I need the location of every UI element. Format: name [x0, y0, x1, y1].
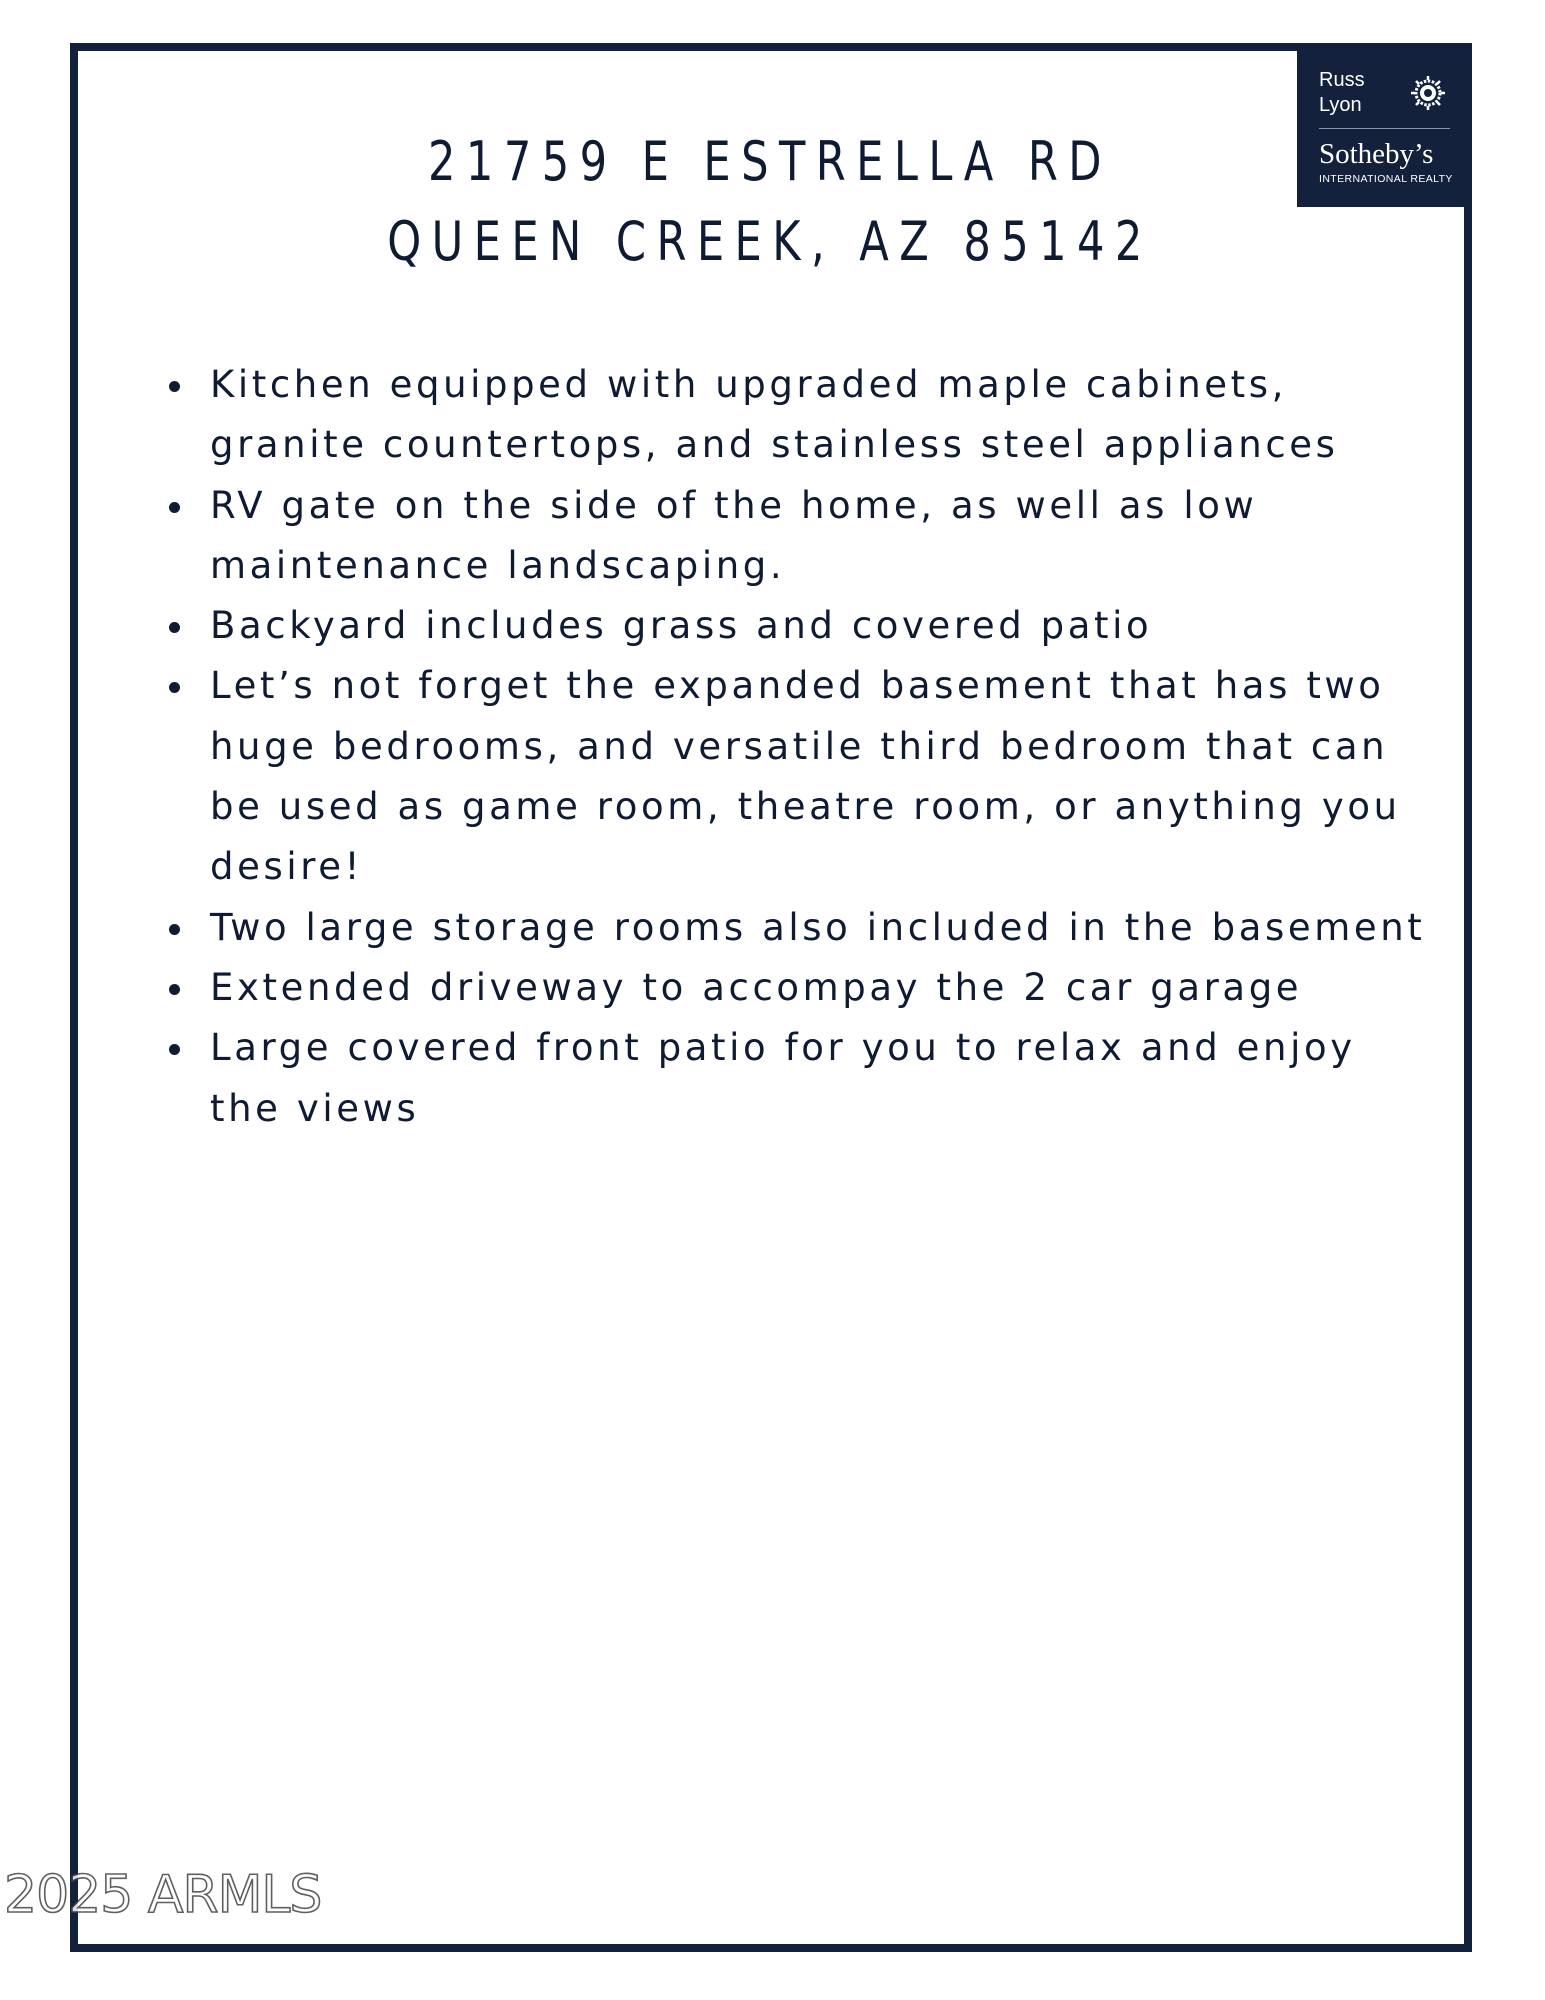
- feature-item: [210, 596, 1440, 656]
- bullet-icon: [169, 622, 180, 633]
- feature-text: Kitchen equipped with upgraded maple cabinets, granite countertops, and stainless steel appliances: [210, 363, 1339, 467]
- feature-text: RV gate on the side of the home, as well as low maintenance landscaping.: [210, 483, 1258, 587]
- feature-item: [210, 1018, 1440, 1139]
- feature-text: Two large storage rooms also included in the basement: [210, 905, 1426, 949]
- feature-list: [160, 355, 1440, 1139]
- copyright-watermark: 2025 ARMLS: [4, 1865, 322, 1925]
- bullet-icon: [169, 502, 180, 513]
- bullet-icon: [169, 984, 180, 995]
- feature-item: [210, 355, 1440, 476]
- feature-text: Let’s not forget the expanded basement that has two huge bedrooms, and versatile third bedroom that can be used as game room, theatre room, or anything you desire!: [210, 664, 1401, 889]
- feature-item: [210, 656, 1440, 897]
- feature-text: Backyard includes grass and covered patio: [210, 604, 1153, 648]
- logo-name-line2: Lyon: [1319, 94, 1362, 116]
- logo-name: [1319, 68, 1365, 118]
- address-city: QUEEN CREEK, AZ 85142: [387, 210, 1153, 273]
- feature-item: [210, 898, 1440, 958]
- feature-text: Large covered front patio for you to relax and enjoy the views: [210, 1026, 1356, 1130]
- feature-text: Extended driveway to accompay the 2 car garage: [210, 965, 1303, 1009]
- bullet-icon: [169, 682, 180, 693]
- sothebys-emblem-icon: [1408, 73, 1448, 113]
- bullet-icon: [169, 1044, 180, 1055]
- bullet-icon: [169, 381, 180, 392]
- address-street: 21759 E ESTRELLA RD: [428, 130, 1112, 193]
- bullet-icon: [169, 924, 180, 935]
- logo-header: [1319, 68, 1450, 129]
- property-address: [274, 122, 1266, 282]
- logo-brand: Sotheby’s: [1319, 138, 1434, 170]
- feature-item: [210, 476, 1440, 597]
- brand-logo: [1297, 48, 1472, 207]
- logo-subtitle: INTERNATIONAL REALTY: [1319, 173, 1453, 185]
- logo-name-line1: Russ: [1319, 69, 1365, 91]
- feature-item: [210, 958, 1440, 1018]
